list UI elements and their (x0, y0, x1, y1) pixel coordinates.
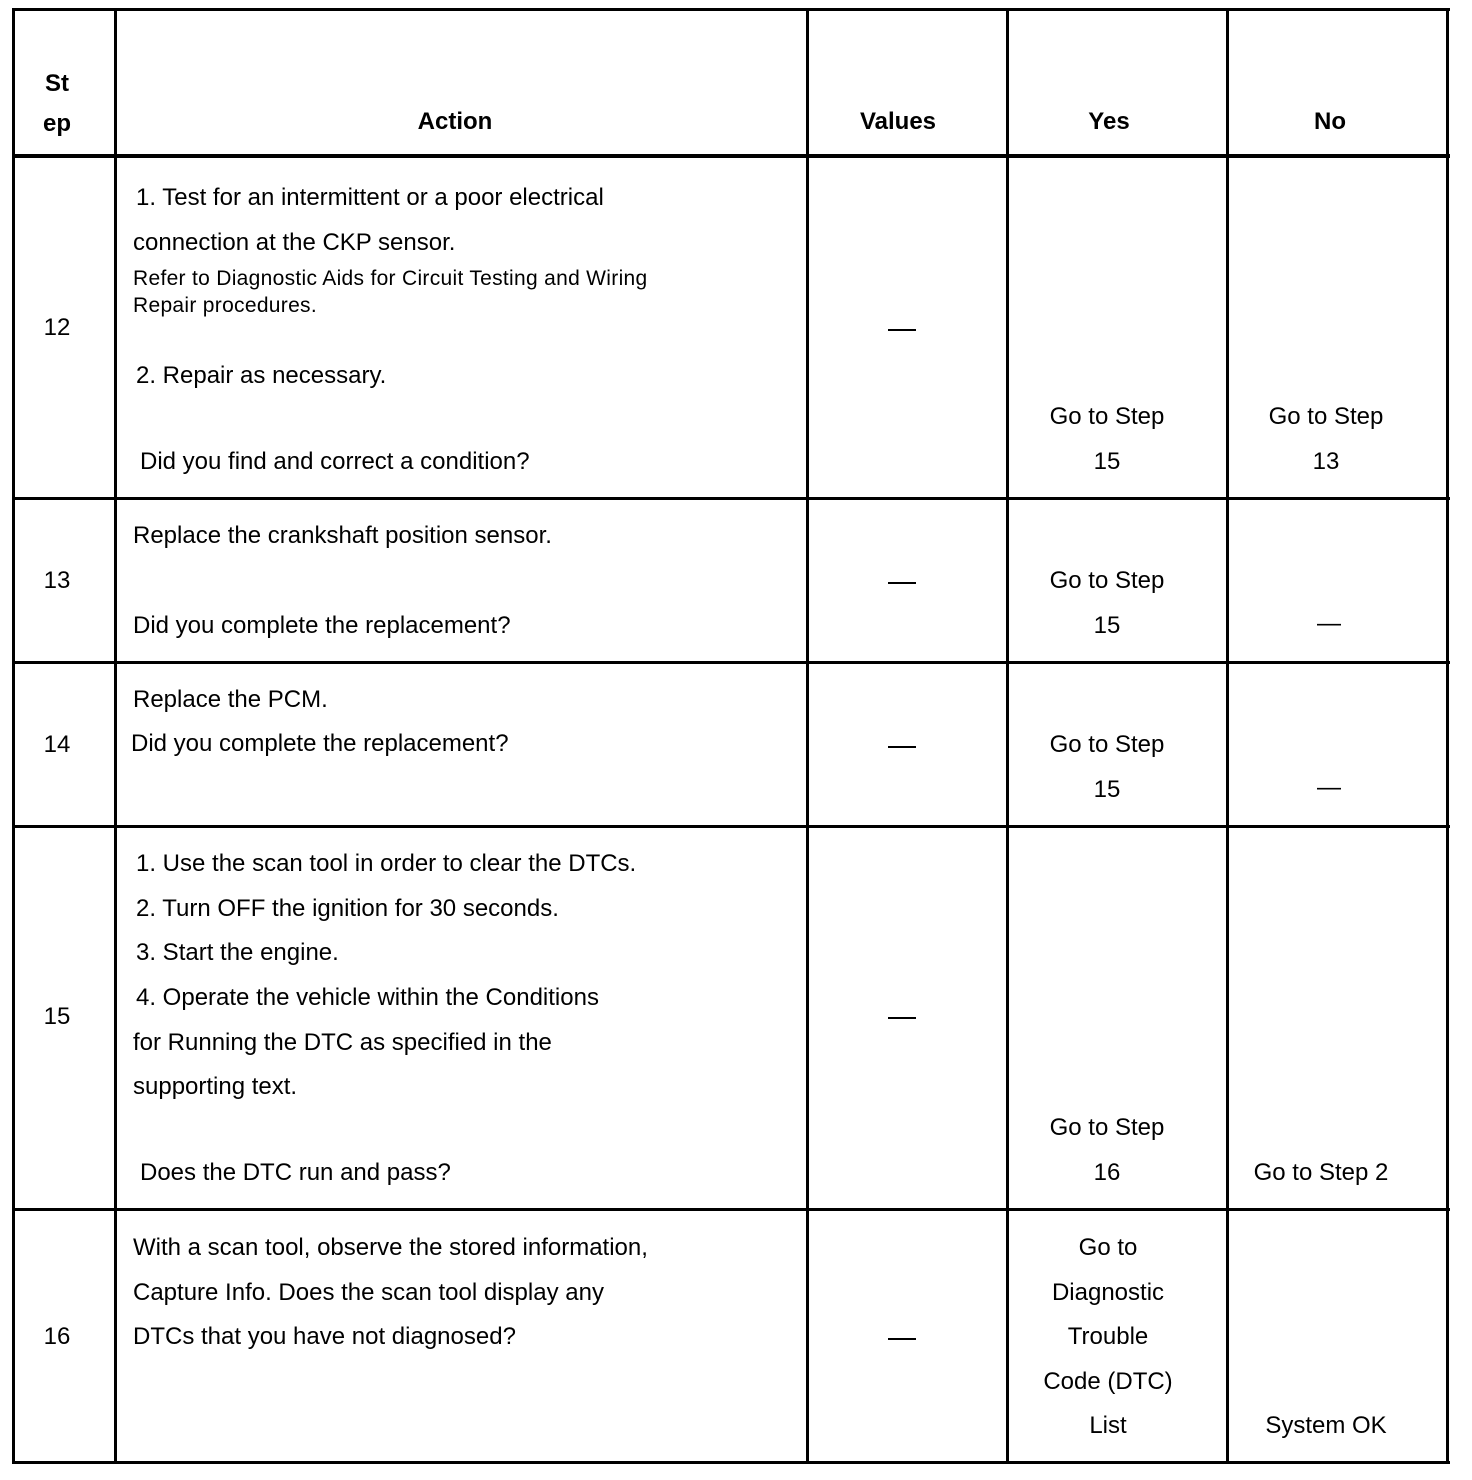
yes-target: Go to Step (1049, 731, 1165, 758)
action-note: Repair procedures. (133, 294, 317, 317)
row-divider (12, 661, 1450, 664)
step-number: 12 (43, 314, 71, 341)
header-action: Action (417, 108, 493, 135)
yes-target: 15 (1093, 776, 1121, 803)
column-divider (1446, 8, 1449, 1464)
no-target: — (1317, 610, 1341, 637)
yes-target: Trouble (1067, 1323, 1149, 1350)
action-text: With a scan tool, observe the stored information, (133, 1234, 648, 1261)
action-text: 3. Start the engine. (136, 939, 339, 966)
action-text: for Running the DTC as specified in the (133, 1029, 552, 1056)
column-divider (12, 8, 15, 1464)
yes-target: Go to Step (1049, 567, 1165, 594)
action-text: 2. Repair as necessary. (136, 362, 387, 389)
no-target: System OK (1265, 1412, 1387, 1439)
row-divider (12, 1208, 1450, 1211)
column-divider (114, 8, 117, 1464)
step-number: 16 (43, 1323, 71, 1350)
action-text: 1. Test for an intermittent or a poor electrical (136, 184, 604, 211)
yes-target: Code (DTC) (1043, 1368, 1173, 1395)
yes-target: List (1089, 1412, 1127, 1439)
row-divider (12, 825, 1450, 828)
action-text: connection at the CKP sensor. (133, 229, 456, 256)
row-divider (12, 497, 1450, 500)
value-dash (888, 582, 916, 584)
yes-target: 15 (1093, 448, 1121, 475)
value-dash (888, 746, 916, 748)
action-text: 1. Use the scan tool in order to clear the DTCs. (136, 850, 637, 877)
no-target: — (1317, 774, 1341, 801)
yes-target: 15 (1093, 612, 1121, 639)
action-note: Refer to Diagnostic Aids for Circuit Testing and Wiring (133, 267, 648, 290)
no-target: Go to Step (1268, 403, 1384, 430)
yes-target: Go to Step (1049, 1114, 1165, 1141)
yes-target: Go to (1078, 1234, 1138, 1261)
no-target: 13 (1312, 448, 1340, 475)
step-number: 15 (43, 1003, 71, 1030)
action-text: 4. Operate the vehicle within the Conditions (136, 984, 599, 1011)
action-question: Does the DTC run and pass? (140, 1159, 451, 1186)
action-text: Capture Info. Does the scan tool display any (133, 1279, 604, 1306)
step-number: 13 (43, 567, 71, 594)
yes-target: 16 (1093, 1159, 1121, 1186)
yes-target: Diagnostic (1051, 1279, 1165, 1306)
column-divider (806, 8, 809, 1464)
row-divider (12, 154, 1450, 158)
action-text: Replace the crankshaft position sensor. (133, 522, 552, 549)
action-question: Did you complete the replacement? (131, 730, 509, 757)
value-dash (888, 1017, 916, 1019)
header-step: St (45, 70, 69, 97)
action-text: 2. Turn OFF the ignition for 30 seconds. (136, 895, 559, 922)
step-number: 14 (43, 731, 71, 758)
header-step: ep (42, 110, 72, 137)
column-divider (1226, 8, 1229, 1464)
column-divider (1006, 8, 1009, 1464)
action-text: DTCs that you have not diagnosed? (133, 1323, 516, 1350)
no-target: Go to Step 2 (1253, 1159, 1389, 1186)
yes-target: Go to Step (1049, 403, 1165, 430)
header-values: Values (859, 108, 937, 135)
action-text: supporting text. (133, 1073, 298, 1100)
header-yes: Yes (1088, 108, 1130, 135)
header-no: No (1314, 108, 1346, 135)
row-divider (12, 8, 1450, 11)
action-text: Replace the PCM. (133, 686, 328, 713)
value-dash (888, 1338, 916, 1340)
action-question: Did you find and correct a condition? (140, 448, 530, 475)
value-dash (888, 329, 916, 331)
action-question: Did you complete the replacement? (133, 612, 511, 639)
row-divider (12, 1461, 1450, 1464)
